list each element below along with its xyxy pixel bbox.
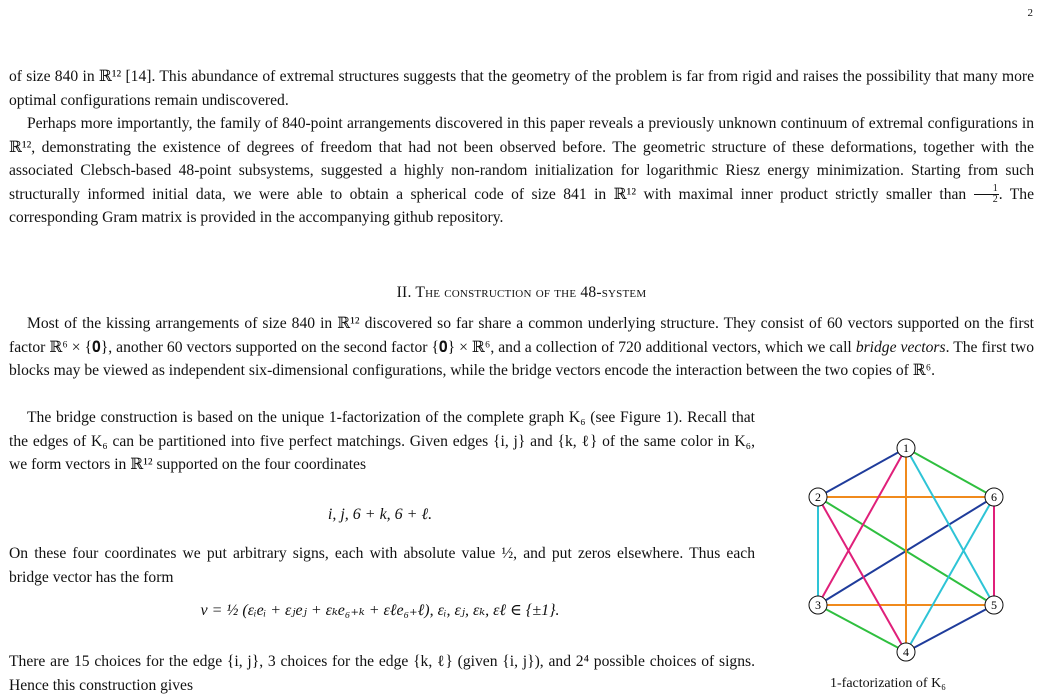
node-label-2: 2 — [815, 490, 821, 504]
node-label-4: 4 — [903, 645, 909, 659]
display-coordinates: i, j, 6 + k, 6 + ℓ. — [327, 506, 433, 523]
node-label-5: 5 — [991, 598, 997, 612]
node-label-1: 1 — [903, 441, 909, 455]
paragraph-bridge-tail: . The first two blocks may be viewed as independent six-dimensional configurations, while the bridge vectors encode the interaction between the two copies of ℝ⁶. — [9, 338, 1034, 379]
k6-graph-figure — [800, 430, 1020, 675]
section-heading: II. The construction of the 48-system — [396, 284, 647, 301]
fraction-one-half: $\frac{1}{2}$ — [974, 184, 999, 205]
paragraph-continuum-text: Perhaps more importantly, the family of 840-point arrangements discovered in this paper reveals a previously unknown continuum of extremal configurations in ℝ¹², demonstrating the existence of degrees of freedom that had not been observed before. The geometric structure of these deformations, together with the associated Clebsch-based 48-point subsystems, suggested a highly non-random initialization for logarithmic Riesz energy minimization. Starting from such structurally informed initial data, we were able to obtain a spherical code of size 841 in ℝ¹² with maximal inner product strictly smaller than — [9, 115, 1034, 203]
figure-caption: 1-factorization of K₆ — [830, 676, 947, 691]
display-bridge-vector-formula: v = ½ (εᵢeᵢ + εⱼeⱼ + εₖe₆₊ₖ + εℓe₆₊ℓ), εᵢ, εⱼ, εₖ, εℓ ∈ {±1}. — [200, 602, 560, 619]
paragraph-continuum: Perhaps more importantly, the family of 840-point arrangements discovered in this paper reveals a previously unknown continuum of extremal configurations in ℝ¹², demonstrating the existence of degrees of freedom that had not been observed before. The geometric structure of these deformations, together with the associated Clebsch-based 48-point subsystems, suggested a highly non-random initialization for logarithmic Riesz energy minimization. Starting from such structurally informed initial data, we were able to obtain a spherical code of size 841 in ℝ¹² with maximal inner product strictly smaller than $\frac{1}{2}$ . The corresponding Gram matrix is provided in the accompanying github repository. — [9, 115, 1035, 226]
paragraph-count: There are 15 choices for the edge {i, j}, 3 choices for the edge {k, ℓ} (given {i, j}), and 2⁴ possible choices of signs. Hence this construction gives — [9, 653, 755, 694]
node-label-3: 3 — [815, 598, 821, 612]
paragraph-bridge-intro — [9, 312, 1034, 383]
paragraph-signs: On these four coordinates we put arbitrary signs, each with absolute value ½, and put zeros elsewhere. Thus each bridge vector has the form — [9, 545, 755, 586]
page-number: 2 — [1027, 7, 1033, 19]
paragraph-continuum-tail: The corresponding Gram matrix is provided in the accompanying github repository. — [9, 185, 1035, 226]
k6-graph-svg — [800, 430, 1020, 670]
node-label-6: 6 — [991, 490, 997, 504]
bridge-vectors-term: bridge vectors — [855, 338, 946, 356]
paragraph-factorization: The bridge construction is based on the unique 1-factorization of the complete graph K₆ (see Figure 1). Recall that the edges of K₆ can be partitioned into five perfect matchings. Given edges {i, j} and {k, ℓ} of the same color in K₆, we form vectors in ℝ¹² supported on the four coordinates — [9, 409, 755, 473]
paragraph-bridge-text: Most of the kissing arrangements of size 840 in ℝ¹² discovered so far share a common underlying structure. They consist of 60 vectors supported on the first factor ℝ⁶ × {𝟎}, another 60 vectors supported on the second factor {𝟎} × ℝ⁶, and a collection of 720 additional vectors, which we call — [9, 315, 1034, 356]
paragraph-intro-continued: of size 840 in ℝ¹² [14]. This abundance of extremal structures suggests that the geometry of the problem is far from rigid and raises the possibility that many more optimal configurations remain undiscovered. — [9, 68, 1034, 109]
